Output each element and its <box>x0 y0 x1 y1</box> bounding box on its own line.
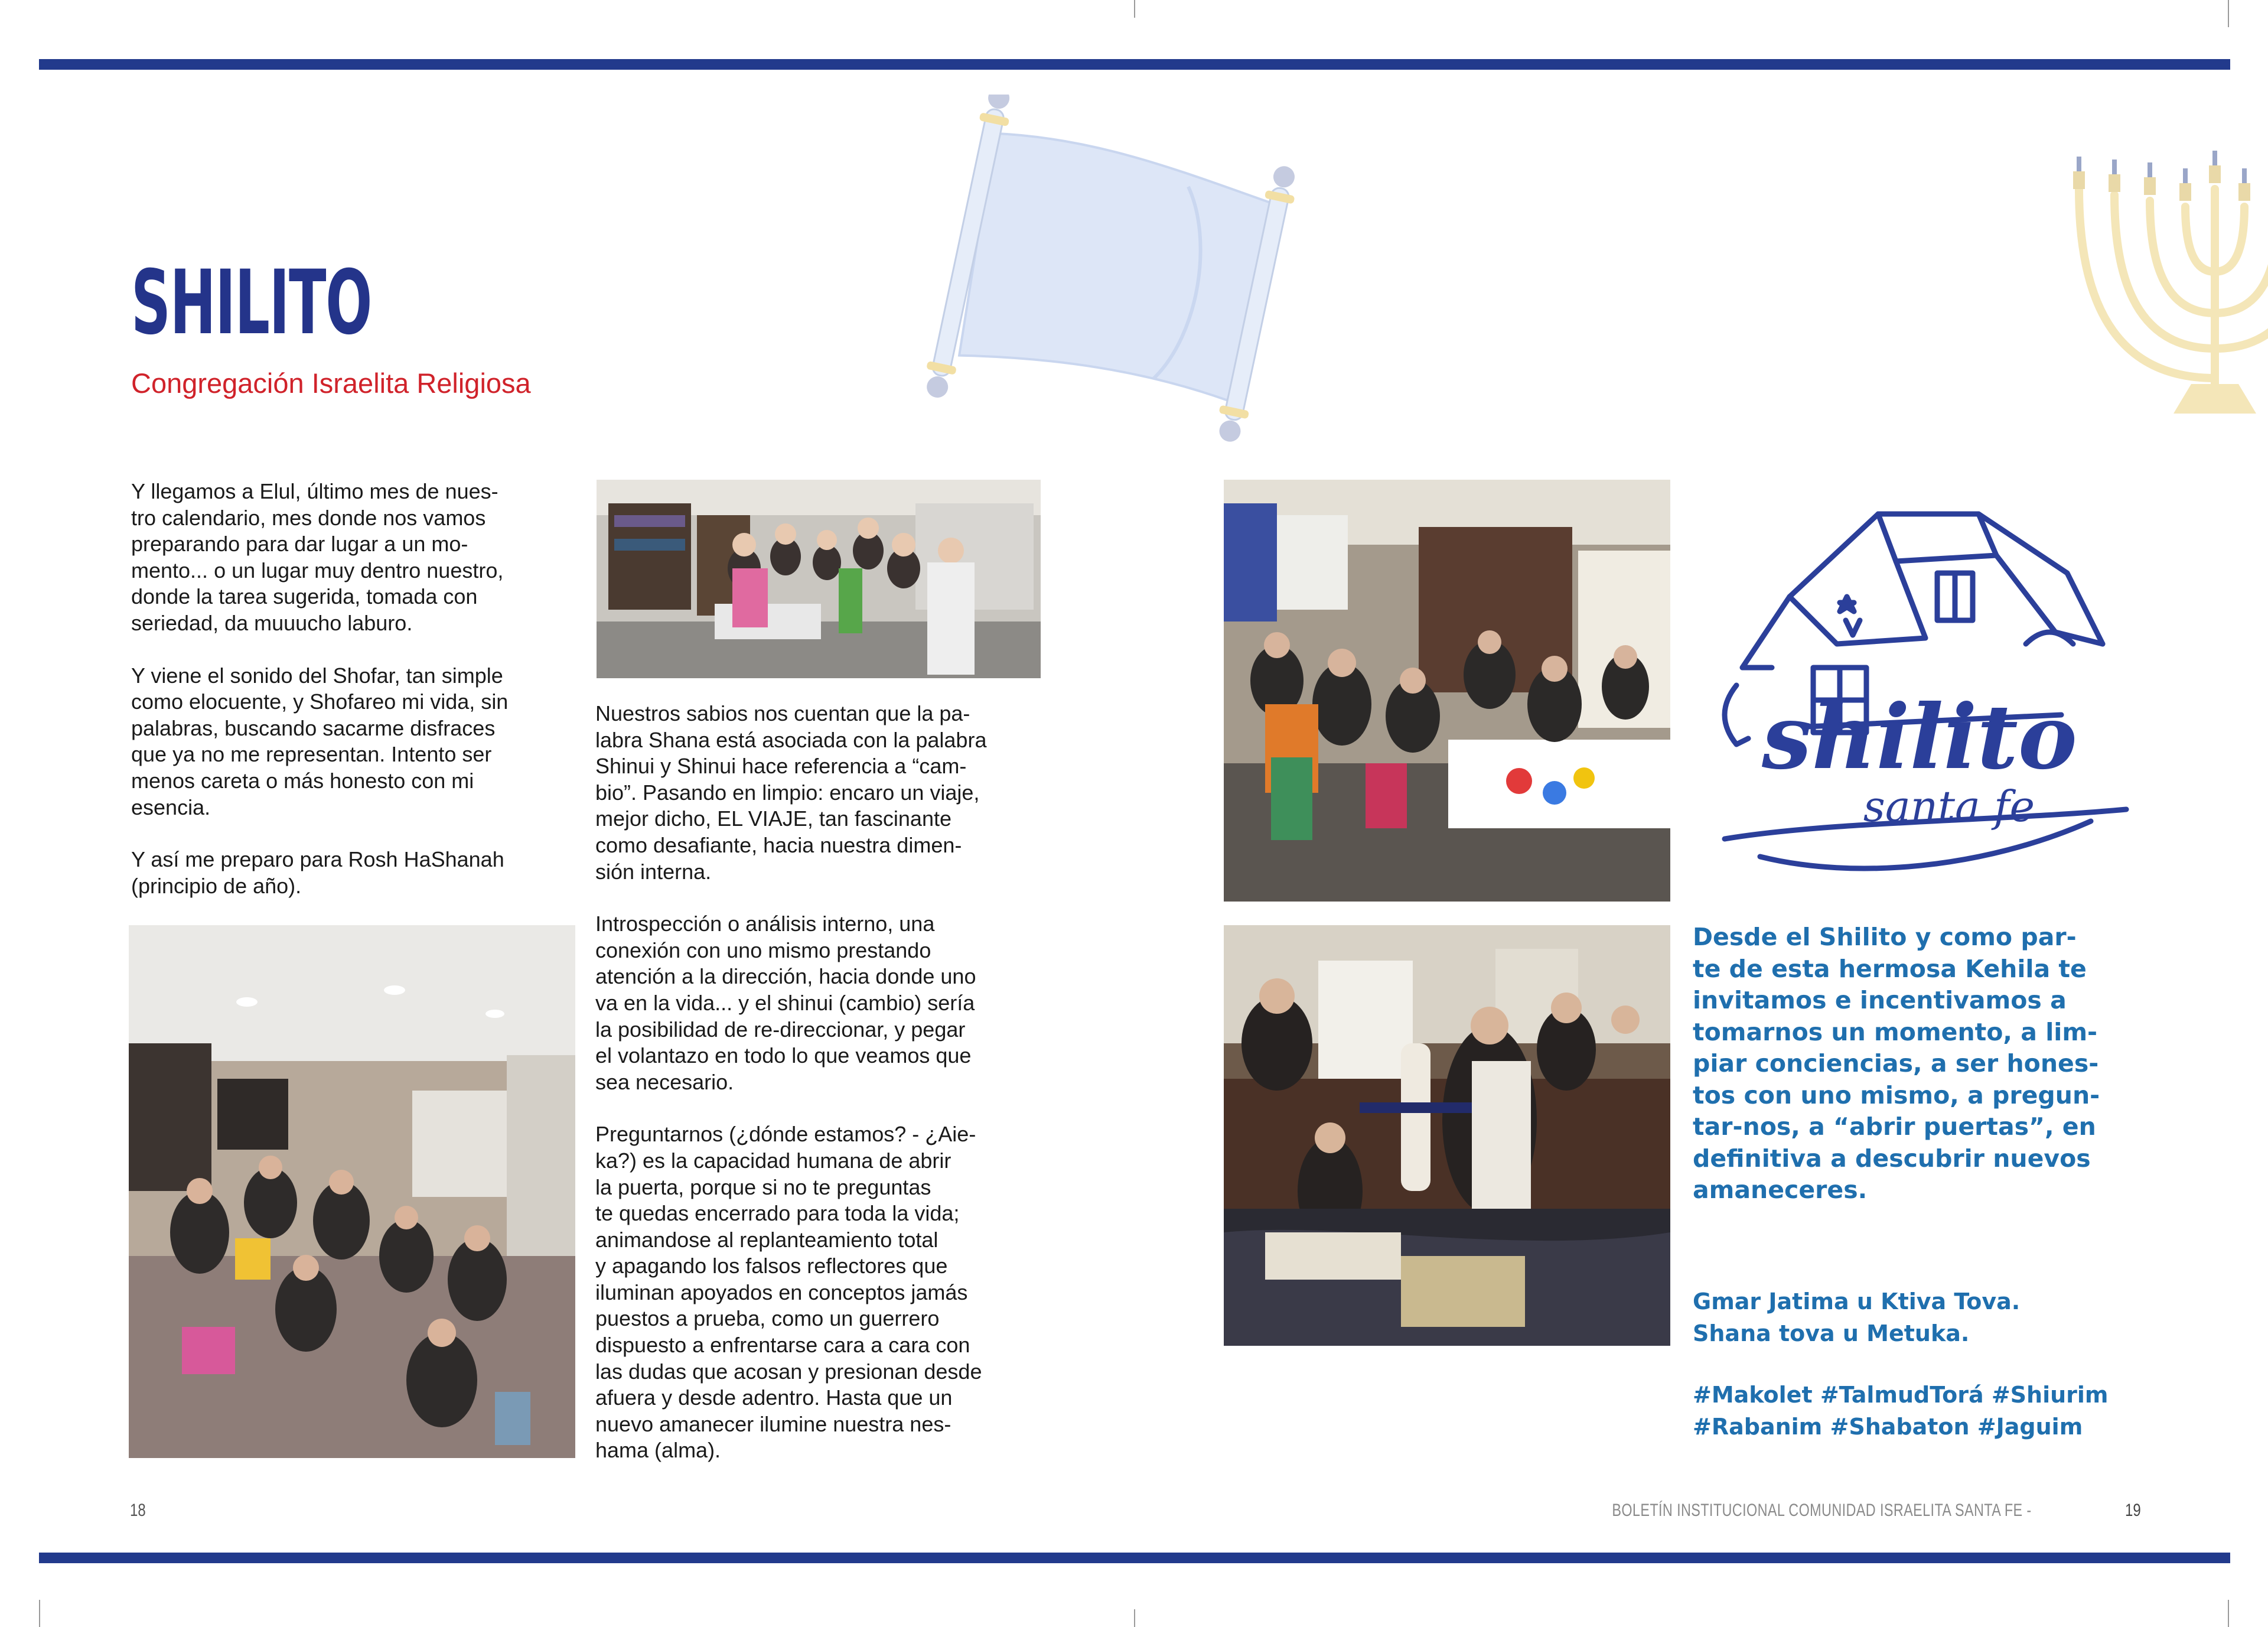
paragraph: Y así me preparo para Rosh HaShanah (principio de año). <box>131 847 504 898</box>
menorah-illustration <box>1990 118 2268 425</box>
crop-mark <box>1134 1609 1135 1627</box>
footer-publication-name: BOLETÍN INSTITUCIONAL COMUNIDAD ISRAELITA SANTA FE - <box>1612 1501 2032 1520</box>
logo-word-shilito: shilito <box>1762 685 2077 789</box>
invitation-text: Desde el Shilito y como par- te de esta hermosa Kehila te invitamos e incentivamos a tomarnos un momento, a lim- piar conciencias, a ser hones- tos con uno mismo, a pregun- tar-nos, a “abrir puertas”, en definitiva a descubrir nuevos amaneceres. <box>1693 923 2100 1204</box>
logo-word-santa-fe: santa fe <box>1863 782 2035 831</box>
paragraph: Y viene el sonido del Shofar, tan simple como elocuente, y Shofareo mi vida, sin palabras, buscando sacarme disfraces que ya no me representan. Intento ser menos careta o más honesto con mi esencia. <box>131 663 509 819</box>
crop-mark <box>39 1600 40 1627</box>
crop-mark <box>2228 0 2229 27</box>
top-band <box>39 59 2230 70</box>
page-title: SHILITO <box>131 252 372 354</box>
column-middle-text <box>595 701 1062 1490</box>
photo-torah-reading <box>1224 925 1670 1346</box>
crop-mark <box>1134 0 1135 18</box>
paragraph: Preguntarnos (¿dónde estamos? - ¿Aie- ka?) es la capacidad humana de abrir la puerta, porque si no te preguntas te quedas encerrado para toda la vida; animandose al replanteamiento total y apagando los falsos reflectores que iluminan apoyados en conceptos jamás puestos a prueba, como un guerrero dispuesto a enfrentarse cara a cara con las dudas que acosan y presionan desde afuera y desde adentro. Hasta que un nuevo amanecer ilumine nuestra nes- hama (alma). <box>595 1122 982 1463</box>
paragraph: Y llegamos a Elul, último mes de nues- tro calendario, mes donde nos vamos preparando para dar lugar a un mo- mento... o un lugar muy dentro nuestro, donde la tarea sugerida, tomada con seriedad, da muuucho laburo. <box>131 479 504 635</box>
photo-synagogue-room <box>129 925 575 1458</box>
paragraph: Introspección o análisis interno, una conexión con uno mismo prestando atención a la dirección, hacia donde uno va en la vida... y el shinui (cambio) sería la posibilidad de re-direccionar, y pegar el volantazo en todo lo que veamos que sea necesario. <box>595 912 976 1094</box>
paragraph: Nuestros sabios nos cuentan que la pa- labra Shana está asociada con la palabra Shinui y Shinui hace referencia a “cam- bio”. Pasando en limpio: encaro un viaje, mejor dicho, EL VIAJE, tan fascinante como desafiante, hacia nuestra dimen- sión interna. <box>595 701 987 884</box>
crop-mark <box>2228 1600 2229 1627</box>
page-subtitle: Congregación Israelita Religiosa <box>131 367 531 399</box>
hashtags-text: #Makolet #TalmudTorá #Shiurim #Rabanim #Shabaton #Jaguim <box>1693 1382 2109 1440</box>
column-right-hashtags <box>1693 1379 2165 1443</box>
shilito-logo <box>1701 490 2132 904</box>
photo-children-activity <box>1224 480 1670 902</box>
left-page-number: 18 <box>130 1501 146 1520</box>
bottom-band <box>39 1553 2230 1563</box>
right-page-number: 19 <box>2125 1501 2141 1520</box>
photo-group-celebration <box>597 480 1041 678</box>
greeting-text: Gmar Jatima u Ktiva Tova. Shana tova u Metuka. <box>1693 1288 2021 1346</box>
column-left-text <box>131 479 580 925</box>
column-right-greeting <box>1693 1286 2142 1349</box>
torah-scroll-illustration <box>898 95 1370 449</box>
column-right-main-text <box>1693 922 2142 1206</box>
